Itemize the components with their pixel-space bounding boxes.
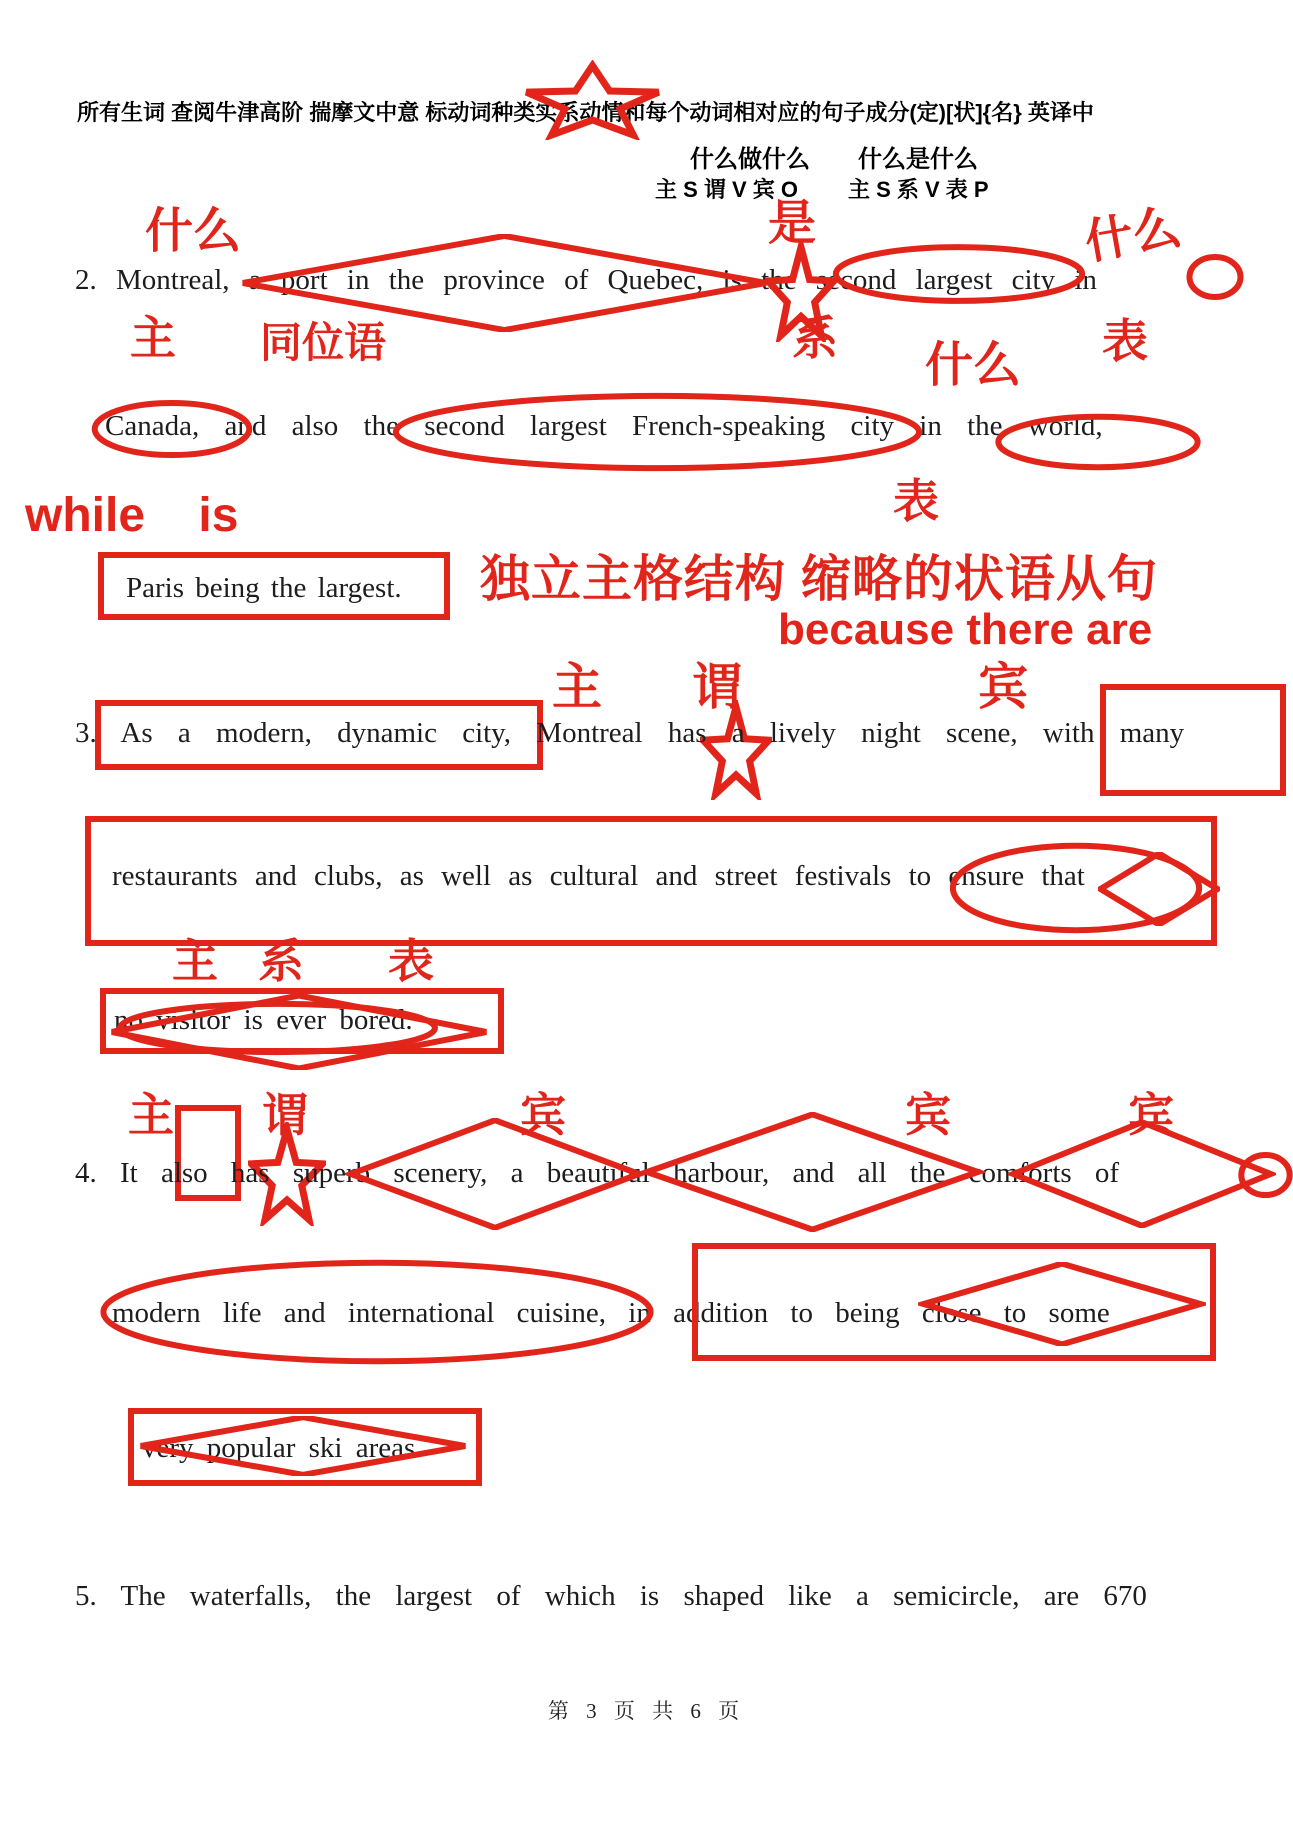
label-subject-s3: 主: [552, 659, 602, 715]
diamond-superb-scenery: [345, 1118, 645, 1230]
header-formula-be: 主 S 系 V 表 P: [848, 177, 989, 202]
label-what-predicative: 什么: [1081, 201, 1185, 270]
header-formula-do: 主 S 谓 V 宾 O: [655, 177, 799, 202]
sentence2-line2: Canada, and also the second largest French-speaking city in the world,: [105, 410, 1103, 442]
sentence3-line3: no visitor is ever bored.: [114, 1004, 413, 1036]
sentence2-line1: 2. Montreal, a port in the province of Quebec, is the second largest city in: [75, 264, 1097, 296]
header-pattern-do: 什么做什么: [690, 146, 810, 173]
header-instructions: 所有生词 查阅牛津高阶 揣摩文中意 标动词种类实系动情和每个动词相对应的句子成分(定)[状]{名} 英译中: [77, 100, 1094, 125]
sentence4-line1: 4. It also has superb scenery, a beautiful harbour, and all the comforts of: [75, 1157, 1120, 1189]
header-pattern-be: 什么是什么: [858, 146, 978, 173]
sentence3-line2: restaurants and clubs, as well as cultural and street festivals to ensure that: [112, 860, 1085, 892]
circle-of: [1238, 1150, 1293, 1200]
label-subject-s2: 主: [130, 312, 176, 364]
sentence4-line3: very popular ski areas.: [142, 1432, 423, 1464]
label-linking-verb-s2: 系: [792, 312, 838, 364]
label-predicative2-s2: 表: [893, 475, 939, 527]
ellipse-in-the-world: [992, 412, 1204, 472]
label-object-s3: 宾: [978, 659, 1028, 715]
sentence4-line2: modern life and international cuisine, in addition to being close to some: [112, 1297, 1110, 1329]
diamond-beautiful-harbour: [640, 1112, 985, 1232]
diamond-popular-ski: [134, 1416, 472, 1476]
note-absolute-construction: 独立主格结构 缩略的状语从句: [480, 551, 1158, 607]
label-subject-s4: 主: [128, 1089, 174, 1141]
label-predicative-s3: 表: [388, 935, 434, 987]
label-predicative-s2: 表: [1102, 315, 1148, 367]
label-what-is: 是: [768, 197, 817, 250]
label-object1-s4: 宾: [520, 1089, 566, 1141]
sentence3-line1: 3. As a modern, dynamic city, Montreal has a lively night scene, with many: [75, 717, 1185, 749]
ellipse-second-largest: [828, 242, 1090, 306]
diamond-appositive: [232, 234, 777, 332]
note-because-there-are: because there are: [778, 605, 1153, 654]
diamond-the-comforts: [1008, 1120, 1276, 1228]
page-indicator: 第 3 页 共 6 页: [547, 1699, 746, 1723]
label-object3-s4: 宾: [1128, 1089, 1174, 1141]
sentence5-line1: 5. The waterfalls, the largest of which is shaped like a semicircle, are 670: [75, 1580, 1147, 1612]
note-while-is: while is: [25, 489, 239, 542]
ellipse-canada: [88, 398, 256, 460]
ellipse-modern-life-cuisine: [92, 1256, 662, 1368]
label-what-subject: 什么: [145, 205, 242, 258]
label-object2-s4: 宾: [905, 1089, 951, 1141]
label-appositive: 同位语: [260, 319, 387, 366]
diamond-being-close: [918, 1262, 1206, 1346]
label-what-world: 什么: [925, 339, 1022, 392]
diamond-that: [1098, 852, 1220, 926]
ellipse-second-largest-french: [385, 390, 930, 474]
sentence2-line3: Paris being the largest.: [126, 572, 402, 604]
label-linking-verb-s3: 系: [258, 935, 304, 987]
label-predicate-s4: 谓: [262, 1089, 308, 1141]
label-subject2-s3: 主: [172, 935, 218, 987]
ellipse-no-visitor: [110, 1000, 445, 1056]
label-predicate-s3: 谓: [692, 659, 742, 715]
circle-city-in: [1186, 252, 1244, 302]
star-header-icon: [520, 60, 665, 140]
